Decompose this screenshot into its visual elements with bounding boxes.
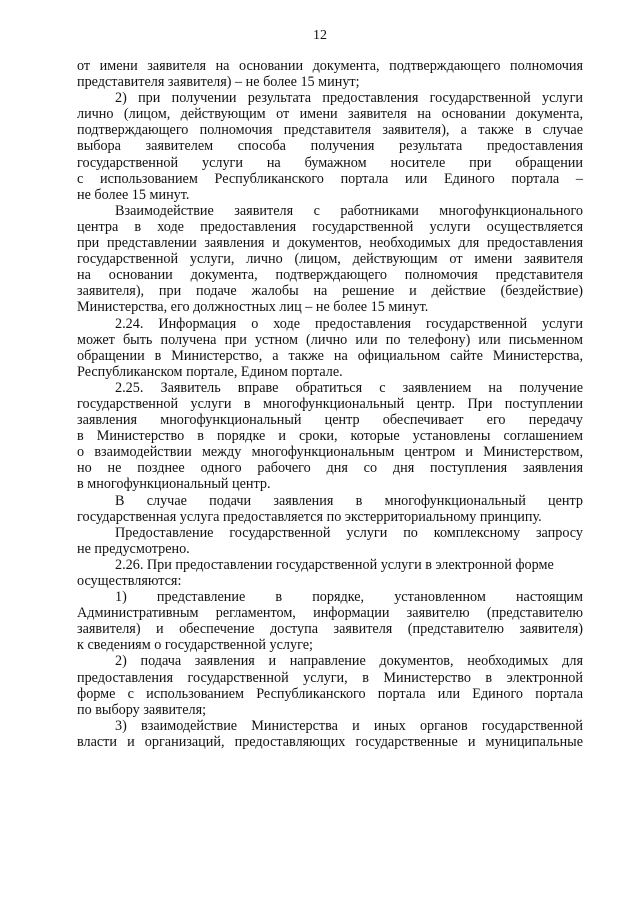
text-line: Предоставление государственной услуги по комплексному запросу	[115, 524, 583, 541]
text-line: от имени заявителя на основании документа, подтверждающего полномочия	[77, 58, 583, 74]
text-line: форме с использованием Республиканского портала или Единого портала	[77, 685, 583, 702]
text-line: Министерства, его должностных лиц – не более 15 минут.	[77, 299, 429, 316]
text-line: но не позднее одного рабочего дня со дня поступления заявления	[77, 460, 583, 477]
text-line: на основании документа, подтверждающего полномочия представителя	[77, 267, 583, 284]
text-line: о взаимодействии между многофункциональным центром и Министерством,	[77, 444, 583, 461]
text-line: выбора заявителем способа получения результата предоставления	[77, 138, 583, 155]
text-line: не более 15 минут.	[77, 186, 190, 203]
text-line: государственной услуги, лично (лицом, действующим от имени заявителя	[77, 251, 583, 268]
document-body	[77, 58, 583, 750]
text-line: по выбору заявителя;	[77, 701, 207, 718]
text-line: предоставления государственной услуги, в Министерство в электронной	[77, 669, 583, 686]
text-line: может быть получена при устном (лично или по телефону) или письменном	[77, 331, 583, 348]
text-line: 2) подача заявления и направление документов, необходимых для	[115, 653, 583, 670]
text-line: заявления многофункциональный центр обеспечивает его передачу	[77, 412, 583, 429]
text-line: 2.24. Информация о ходе предоставления государственной услуги	[115, 315, 583, 332]
text-line: в Министерство в порядке и сроки, которые установлены соглашением	[77, 428, 583, 445]
text-line: с использованием Республиканского портала или Единого портала –	[77, 170, 583, 187]
text-line: осуществляются:	[77, 573, 182, 589]
text-line: Республиканском портале, Едином портале.	[77, 363, 343, 380]
text-line: в многофункциональный центр.	[77, 476, 271, 493]
text-line: 2) при получении результата предоставления государственной услуги	[115, 90, 583, 107]
text-line: 2.25. Заявитель вправе обратиться с заявлением на получение	[115, 379, 583, 396]
text-line: государственной услуги на бумажном носителе при обращении	[77, 154, 583, 171]
text-line: власти и организаций, предоставляющих государственные и муниципальные	[77, 733, 583, 750]
text-line: Взаимодействие заявителя с работниками многофункционального	[115, 202, 583, 219]
text-line: подтверждающего полномочия представителя заявителя), а также в случае	[77, 122, 583, 139]
text-line: государственная услуга предоставляется по экстерриториальному принципу.	[77, 508, 542, 525]
text-line: представителя заявителя) – не более 15 минут;	[77, 74, 360, 91]
text-line: В случае подачи заявления в многофункциональный центр	[115, 492, 583, 509]
text-line: заявителя) и обеспечение доступа заявителя (представителю заявителя)	[77, 621, 583, 638]
page-number: 12	[313, 28, 327, 43]
text-line: государственной услуги в многофункциональный центр. При поступлении	[77, 395, 583, 412]
text-line: 1) представление в порядке, установленном настоящим	[115, 589, 583, 606]
text-line: 2.26. При предоставлении государственной услуги в электронной форме	[115, 556, 554, 573]
text-line: обращении в Министерство, а также на официальном сайте Министерства,	[77, 347, 583, 364]
text-line: при представлении заявления и документов, необходимых для предоставления	[77, 235, 583, 252]
text-line: к сведениям о государственной услуге;	[77, 637, 313, 654]
text-line: не предусмотрено.	[77, 540, 190, 557]
text-line: лично (лицом, действующим от имени заявителя на основании документа,	[77, 106, 583, 123]
text-line: центра в ходе предоставления государственной услуги осуществляется	[77, 218, 583, 235]
text-line: Административным регламентом, информации заявителю (представителю	[77, 605, 583, 622]
text-line: заявителя), при подаче жалобы на решение и действие (бездействие)	[77, 283, 583, 300]
text-line: 3) взаимодействие Министерства и иных органов государственной	[115, 717, 583, 734]
